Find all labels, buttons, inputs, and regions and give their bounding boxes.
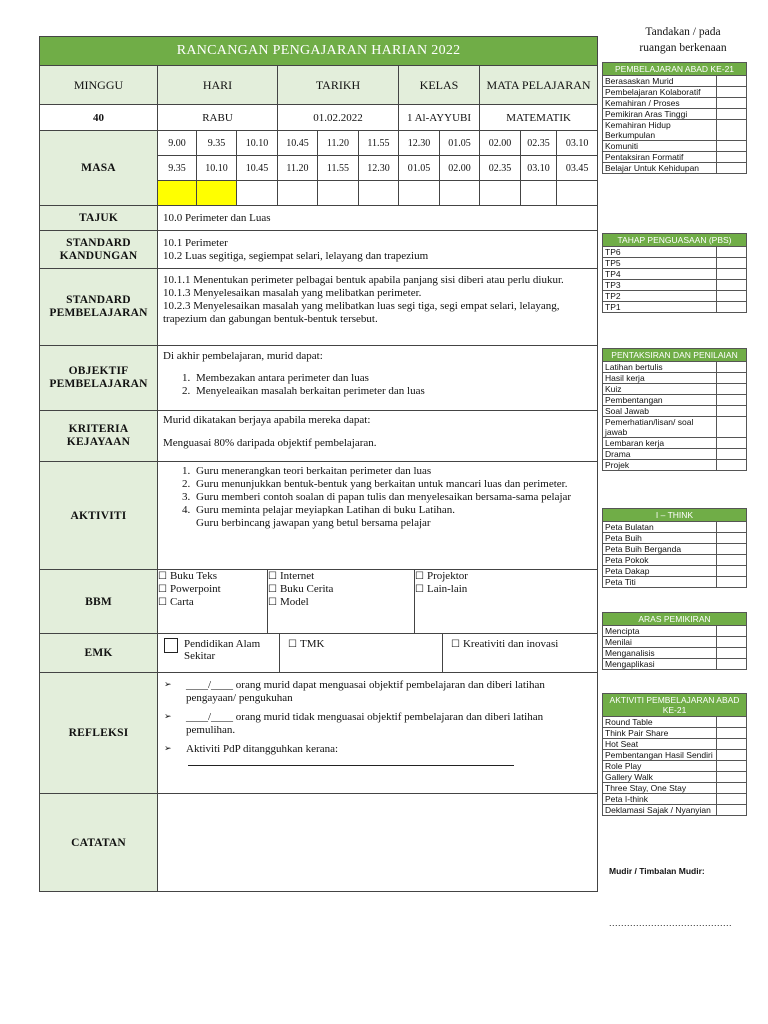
panel-item-checkbox[interactable] [717,659,747,670]
panel-item-label: Peta Pokok [603,555,717,566]
panel-item-checkbox[interactable] [717,648,747,659]
panel-item-label: Gallery Walk [603,772,717,783]
time-start: 9.35 [197,131,237,156]
panel-item-checkbox[interactable] [717,247,747,258]
panel-item-label: Pentaksiran Formatif [603,152,717,163]
panel-tahap-penguasaan [602,233,747,313]
refleksi-text: ____/____ orang murid dapat menguasai objektif pembelajaran dan diberi latihan pengayaan/ pengukuhan [186,679,545,704]
label-bbm: BBM [40,570,158,634]
standard-kandungan[interactable] [158,231,598,269]
panel-item-checkbox[interactable] [717,566,747,577]
checkbox-icon [164,638,178,653]
panel-item-checkbox[interactable] [717,739,747,750]
refleksi-text: ____/____ orang murid tidak menguasai objektif pembelajaran dan diberi latihan pemulihan. [186,711,544,736]
objektif-item: 2. Menyeleaikan masalah berkaitan perimeter dan luas [193,385,592,398]
time-end: 9.35 [158,156,197,181]
bbm-option-label: Carta [169,596,194,608]
panel-item-label: Berasaskan Murid [603,76,717,87]
panel-item-checkbox[interactable] [717,280,747,291]
time-slot-marker[interactable] [557,181,598,206]
panel-item-label: Pembelajaran Kolaboratif [603,87,717,98]
arrow-bullet-icon: ➢ [164,712,172,722]
checkbox-icon: ☐ [268,584,277,595]
panel-item-label: Hasil kerja [603,373,717,384]
panel-item-checkbox[interactable] [717,406,747,417]
panel-item-checkbox[interactable] [717,783,747,794]
refleksi-item [164,679,591,705]
panel-item-label: Menganalisis [603,648,717,659]
time-slot-marker[interactable] [359,181,399,206]
catatan-field[interactable] [158,794,598,892]
time-slot-marker[interactable] [521,181,557,206]
kriteria-line: Menguasai 80% daripada objektif pembelajaran. [163,437,377,449]
bbm-option-powerpoint[interactable] [158,583,267,596]
bbm-column-3 [415,570,598,633]
time-end: 11.55 [318,156,359,181]
header-kelas: KELAS [399,66,480,105]
bbm-option-label: Powerpoint [169,583,221,595]
panel-item-label: TP4 [603,269,717,280]
bbm-option-buku-teks[interactable] [158,570,267,583]
panel-title: AKTIVITI PEMBELAJARAN ABAD KE-21 [603,694,747,717]
panel-item-checkbox[interactable] [717,750,747,761]
header-tarikh: TARIKH [278,66,399,105]
panel-item-label: Three Stay, One Stay [603,783,717,794]
panel-item-label: Lembaran kerja [603,438,717,449]
panel-item-checkbox[interactable] [717,761,747,772]
panel-item-checkbox[interactable] [717,805,747,816]
panel-pembelajaran-abad-21 [602,62,747,174]
checkbox-icon: ☐ [268,571,277,582]
label-objektif-line1: OBJEKTIF [68,365,129,377]
aktiviti-item: 3. Guru memberi contoh soalan di papan tulis dan menyelesaikan bersama-sama pelajar [193,491,592,504]
panel-item-label: Peta Titi [603,577,717,588]
emk-option-label: TMK [299,638,325,650]
label-sk-line2: KANDUNGAN [59,249,138,262]
panel-item-label: Menilai [603,637,717,648]
panel-item-label: TP2 [603,291,717,302]
tajuk-text[interactable]: 10.0 Perimeter dan Luas [158,206,598,231]
label-standard-pembelajaran [40,269,158,346]
bbm-options [158,570,598,634]
instruction-note [608,24,758,56]
lesson-plan-table [39,36,598,892]
bbm-option-lain-lain[interactable] [415,583,597,596]
bbm-option-projektor[interactable] [415,570,597,583]
time-start: 10.10 [237,131,278,156]
label-standard-kandungan [40,231,158,269]
panel-item-checkbox[interactable] [717,728,747,739]
panel-aras-pemikiran [602,612,747,670]
label-kriteria-line1: KRITERIA [68,423,129,435]
panel-item-label: Kuiz [603,384,717,395]
time-slot-marker[interactable] [480,181,521,206]
panel-item-checkbox[interactable] [717,772,747,783]
time-slot-marker[interactable] [399,181,440,206]
sk-line: 10.2 Luas segitiga, segiempat selari, lelayang dan trapezium [163,249,429,262]
label-objektif [40,346,158,411]
panel-item-checkbox[interactable] [717,555,747,566]
refleksi-section[interactable] [158,673,598,794]
panel-item-checkbox[interactable] [717,395,747,406]
instruction-line: ruangan berkenaan [639,42,727,54]
page-title: RANCANGAN PENGAJARAN HARIAN 2022 [40,37,598,66]
time-slot-marker[interactable] [158,181,197,206]
standard-pembelajaran[interactable] [158,269,598,346]
sp-line: 10.1.1 Menentukan perimeter pelbagai bentuk apabila panjang sisi diberi atau perlu diukur. [163,274,564,286]
panel-item-label: Pemikiran Aras Tinggi [603,109,717,120]
panel-item-label: Peta Dakap [603,566,717,577]
header-minggu: MINGGU [40,66,158,105]
label-objektif-line2: PEMBELAJARAN [49,378,148,390]
panel-item-checkbox[interactable] [717,141,747,152]
panel-item-checkbox[interactable] [717,717,747,728]
panel-title: PEMBELAJARAN ABAD KE-21 [603,63,747,76]
sk-line: 10.1 Perimeter [163,236,228,249]
time-slot-marker[interactable] [237,181,278,206]
refleksi-item [164,743,591,756]
label-sp-line2: PEMBELAJARAN [49,307,148,319]
panel-item-checkbox[interactable] [717,417,747,438]
label-aktiviti: AKTIVITI [40,462,158,570]
panel-item-checkbox[interactable] [717,258,747,269]
objektif-pembelajaran[interactable] [158,346,598,411]
header-hari: HARI [158,66,278,105]
panel-title: I – THINK [603,509,747,522]
value-tarikh[interactable]: 01.02.2022 [278,105,399,131]
checkbox-icon: ☐ [158,597,167,608]
time-end: 03.45 [557,156,598,181]
panel-item-checkbox[interactable] [717,291,747,302]
panel-item-label: Peta Buih [603,533,717,544]
panel-item-label: Kemahiran Hidup Berkumpulan [603,120,717,141]
checkbox-icon: ☐ [415,584,424,595]
panel-item-checkbox[interactable] [717,449,747,460]
emk-option-label: Kreativiti dan inovasi [462,638,559,650]
time-end: 02.00 [440,156,480,181]
checkbox-icon: ☐ [268,597,277,608]
panel-item-label: Pemerhatian/lisan/ soal jawab [603,417,717,438]
panel-item-checkbox[interactable] [717,637,747,648]
panel-item-label: Peta Buih Berganda [603,544,717,555]
panel-item-checkbox[interactable] [717,120,747,141]
time-start: 02.00 [480,131,521,156]
kriteria-kejayaan[interactable] [158,411,598,462]
panel-item-label: Belajar Untuk Kehidupan [603,163,717,174]
aktiviti-item: 1. Guru menerangkan teori berkaitan perimeter dan luas [193,465,592,478]
kriteria-line: Murid dikatakan berjaya apabila mereka dapat: [163,414,371,426]
time-end: 02.35 [480,156,521,181]
panel-item-label: TP1 [603,302,717,313]
refleksi-text: Aktiviti PdP ditangguhkan kerana: [186,743,339,755]
label-masa: MASA [40,131,158,206]
value-hari[interactable]: RABU [158,105,278,131]
aktiviti-list[interactable] [158,462,598,570]
panel-item-checkbox[interactable] [717,626,747,637]
panel-item-label: Peta I-think [603,794,717,805]
panel-pentaksiran [602,348,747,471]
checkbox-icon: ☐ [451,639,460,650]
panel-item-checkbox[interactable] [717,533,747,544]
time-slot-marker[interactable] [318,181,359,206]
panel-item-label: Round Table [603,717,717,728]
panel-item-checkbox[interactable] [717,577,747,588]
panel-title: PENTAKSIRAN DAN PENILAIAN [603,349,747,362]
label-kriteria [40,411,158,462]
time-slot-marker[interactable] [440,181,480,206]
value-kelas[interactable]: 1 Al-AYYUBI [399,105,480,131]
time-slot-marker[interactable] [197,181,237,206]
time-slot-marker[interactable] [278,181,318,206]
objektif-item: 1. Membezakan antara perimeter dan luas [193,372,592,385]
time-start: 12.30 [399,131,440,156]
bbm-option-label: Buku Cerita [279,583,334,595]
time-end: 03.10 [521,156,557,181]
instruction-line: Tandakan / pada [645,26,721,38]
panel-item-label: Kemahiran / Proses [603,98,717,109]
panel-item-label: Peta Bulatan [603,522,717,533]
panel-item-label: Pembentangan [603,395,717,406]
header-mata-pelajaran: MATA PELAJARAN [480,66,598,105]
panel-item-checkbox[interactable] [717,163,747,174]
panel-item-label: TP6 [603,247,717,258]
panel-item-label: Soal Jawab [603,406,717,417]
time-start: 01.05 [440,131,480,156]
panel-item-checkbox[interactable] [717,98,747,109]
bbm-option-model[interactable] [268,596,414,609]
label-tajuk: TAJUK [40,206,158,231]
panel-i-think [602,508,747,588]
bbm-option-label: Projektor [426,570,468,582]
panel-item-label: Mengaplikasi [603,659,717,670]
panel-aktiviti-abad-21 [602,693,747,816]
time-start: 11.20 [318,131,359,156]
panel-item-label: Pembentangan Hasil Sendiri [603,750,717,761]
arrow-bullet-icon: ➢ [164,744,172,754]
panel-title: TAHAP PENGUASAAN (PBS) [603,234,747,247]
aktiviti-item [193,504,592,530]
panel-title: ARAS PEMIKIRAN [603,613,747,626]
panel-item-label: Think Pair Share [603,728,717,739]
time-end: 01.05 [399,156,440,181]
panel-item-checkbox[interactable] [717,522,747,533]
checkbox-icon: ☐ [158,571,167,582]
bbm-option-label: Model [279,596,309,608]
time-start: 9.00 [158,131,197,156]
bbm-option-label: Internet [279,570,315,582]
panel-item-checkbox[interactable] [717,109,747,120]
label-kriteria-line2: KEJAYAAN [66,436,131,448]
arrow-bullet-icon: ➢ [164,680,172,690]
time-start: 03.10 [557,131,598,156]
checkbox-icon: ☐ [158,584,167,595]
panel-item-label: Deklamasi Sajak / Nyanyian [603,805,717,816]
bbm-option-internet[interactable] [268,570,414,583]
value-minggu[interactable]: 40 [40,105,158,131]
label-sk-line1: STANDARD [66,236,131,249]
label-sp-line1: STANDARD [66,294,131,306]
panel-item-label: TP5 [603,258,717,269]
aktiviti-item-text: Guru berbincang jawapan yang betul bersama pelajar [196,517,431,529]
bbm-column-2 [268,570,415,633]
bbm-column-1 [158,570,268,633]
time-start: 10.45 [278,131,318,156]
time-end: 10.45 [237,156,278,181]
label-refleksi: REFLEKSI [40,673,158,794]
panel-item-label: Drama [603,449,717,460]
panel-item-checkbox[interactable] [717,302,747,313]
checkbox-icon: ☐ [288,639,297,650]
time-end: 12.30 [359,156,399,181]
panel-item-label: Mencipta [603,626,717,637]
panel-item-checkbox[interactable] [717,76,747,87]
emk-option-label: Pendidikan Alam Sekitar [184,638,261,662]
bbm-option-label: Lain-lain [426,583,468,595]
reason-input-line[interactable] [188,756,514,766]
sp-line: 10.1.3 Menyelesaikan masalah yang melibatkan perimeter. [163,287,422,299]
panel-item-label: TP3 [603,280,717,291]
emk-option-alam-sekitar[interactable] [158,634,280,672]
panel-item-checkbox[interactable] [717,794,747,805]
label-emk: EMK [40,634,158,673]
refleksi-item [164,711,591,737]
panel-item-checkbox[interactable] [717,544,747,555]
time-start: 11.55 [359,131,399,156]
panel-item-checkbox[interactable] [717,373,747,384]
signature-line[interactable]: ......................................... [609,918,733,928]
panel-item-checkbox[interactable] [717,362,747,373]
bbm-option-buku-cerita[interactable] [268,583,414,596]
aktiviti-item: 2. Guru menunjukkan bentuk-bentuk yang berkaitan untuk mancari luas dan perimeter. [193,478,592,491]
panel-item-label: Role Play [603,761,717,772]
panel-item-checkbox[interactable] [717,384,747,395]
panel-item-checkbox[interactable] [717,460,747,471]
objektif-intro: Di akhir pembelajaran, murid dapat: [163,350,323,362]
emk-options [158,634,598,673]
bbm-option-carta[interactable] [158,596,267,609]
mudir-label: Mudir / Timbalan Mudir: [609,866,705,876]
label-catatan: CATATAN [40,794,158,892]
emk-option-tmk[interactable] [280,634,443,672]
panel-item-checkbox[interactable] [717,87,747,98]
panel-item-checkbox[interactable] [717,269,747,280]
panel-item-label: Komuniti [603,141,717,152]
panel-item-label: Hot Seat [603,739,717,750]
time-end: 10.10 [197,156,237,181]
time-end: 11.20 [278,156,318,181]
bbm-option-label: Buku Teks [169,570,217,582]
value-mata-pelajaran[interactable]: MATEMATIK [480,105,598,131]
sp-line: 10.2.3 Menyelesaikan masalah yang melibatkan luas segi tiga, segi empat selari, lelayang, trapezium dan gabungan bentuk-bentuk tersebut. [163,300,560,325]
panel-item-label: Latihan bertulis [603,362,717,373]
aktiviti-item-text: Guru meminta pelajar meyiapkan Latihan di buku Latihan. [196,504,456,516]
checkbox-icon: ☐ [415,571,424,582]
emk-option-kreativiti[interactable] [443,634,598,672]
time-start: 02.35 [521,131,557,156]
panel-item-label: Projek [603,460,717,471]
panel-item-checkbox[interactable] [717,152,747,163]
panel-item-checkbox[interactable] [717,438,747,449]
